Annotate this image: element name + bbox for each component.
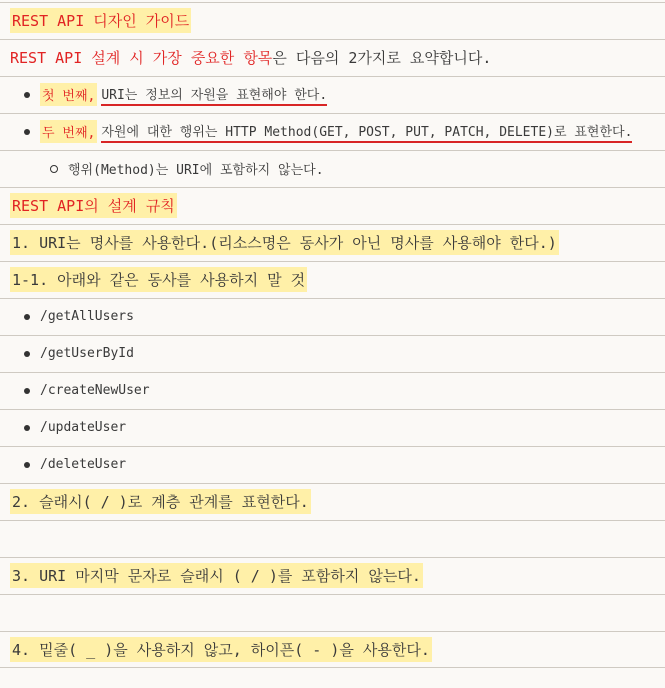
hollow-bullet-icon xyxy=(50,165,58,173)
rule-row xyxy=(0,224,665,261)
item2-text: 자원에 대한 행위는 HTTP Method(GET, POST, PUT, PATCH, DELETE)로 표현한다. xyxy=(101,121,632,143)
divider xyxy=(0,594,665,631)
rule-3: 3. URI 마지막 문자로 슬래시 ( / )를 포함하지 않는다. xyxy=(10,563,423,588)
rule-row xyxy=(0,631,665,668)
doc-title-row xyxy=(0,2,665,39)
path-item: /getAllUsers xyxy=(40,309,134,324)
list-item xyxy=(0,113,665,150)
bullet-icon xyxy=(24,351,30,357)
intro-row xyxy=(0,39,665,76)
path-item: /updateUser xyxy=(40,420,127,435)
list-item xyxy=(0,76,665,113)
intro-highlight: REST API 설계 시 가장 중요한 항목 xyxy=(10,49,273,67)
item1-prefix: 첫 번째, xyxy=(40,83,97,106)
rule-row xyxy=(0,261,665,298)
divider xyxy=(0,520,665,557)
sub-list-item xyxy=(0,150,665,187)
path-item: /createNewUser xyxy=(40,383,150,398)
bullet-icon xyxy=(24,129,30,135)
path-item: /deleteUser xyxy=(40,457,127,472)
rules-title: REST API의 설계 규칙 xyxy=(10,193,177,218)
rule-4: 4. 밑줄( _ )을 사용하지 않고, 하이픈( - )을 사용한다. xyxy=(10,637,432,662)
bullet-icon xyxy=(24,314,30,320)
doc-title: REST API 디자인 가이드 xyxy=(10,8,191,33)
rule-row xyxy=(0,557,665,594)
item1-text: URI는 정보의 자원을 표현해야 한다. xyxy=(101,84,327,106)
bullet-icon xyxy=(24,92,30,98)
list-item xyxy=(0,409,665,446)
list-item xyxy=(0,335,665,372)
list-item xyxy=(0,446,665,483)
rule-1-1: 1-1. 아래와 같은 동사를 사용하지 말 것 xyxy=(10,267,307,292)
rules-title-row xyxy=(0,187,665,224)
item2-prefix: 두 번째, xyxy=(40,120,97,143)
list-item xyxy=(0,298,665,335)
rule-1: 1. URI는 명사를 사용한다.(리소스명은 동사가 아닌 명사를 사용해야 한다.) xyxy=(10,230,559,255)
item2-sub-text: 행위(Method)는 URI에 포함하지 않는다. xyxy=(68,163,324,178)
bullet-icon xyxy=(24,462,30,468)
rule-2: 2. 슬래시( / )로 계층 관계를 표현한다. xyxy=(10,489,311,514)
rule-row xyxy=(0,483,665,520)
path-item: /getUserById xyxy=(40,346,134,361)
bullet-icon xyxy=(24,388,30,394)
bullet-icon xyxy=(24,425,30,431)
intro-rest: 은 다음의 2가지로 요약합니다. xyxy=(272,49,492,67)
list-item xyxy=(0,372,665,409)
